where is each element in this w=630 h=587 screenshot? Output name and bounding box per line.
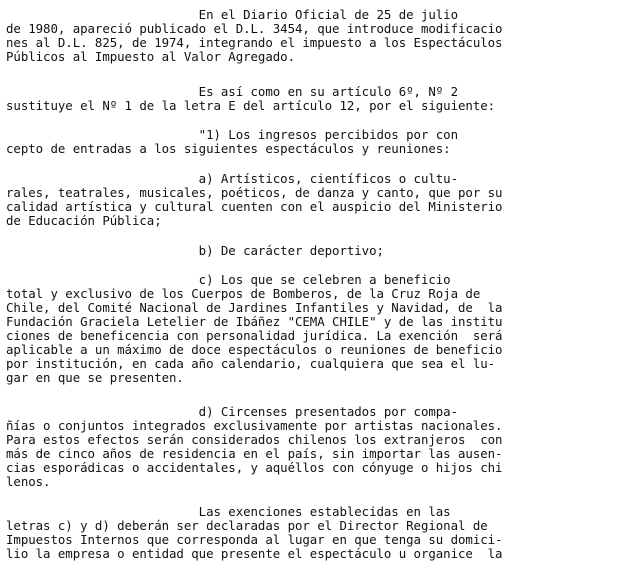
text-line: Públicos al Impuesto al Valor Agregado. bbox=[6, 49, 295, 64]
text-line: de 1980, apareció publicado el D.L. 3454, que introduce modificacio bbox=[6, 21, 503, 36]
text-line: sustituye el Nº 1 de la letra E del artículo 12, por el siguiente: bbox=[6, 98, 496, 113]
text-line: más de cinco años de residencia en el país, sin importar las ausen- bbox=[6, 446, 503, 461]
text-line: "1) Los ingresos percibidos por con bbox=[6, 127, 458, 142]
text-line: lenos. bbox=[6, 474, 51, 489]
text-line: nes al D.L. 825, de 1974, integrando el impuesto a los Espectáculos bbox=[6, 35, 503, 50]
text-line: rales, teatrales, musicales, poéticos, de danza y canto, que por su bbox=[6, 185, 503, 200]
text-line: c) Los que se celebren a beneficio bbox=[6, 272, 451, 287]
text-line: aplicable a un máximo de doce espectáculos o reuniones de beneficio bbox=[6, 342, 503, 357]
text-line: b) De carácter deportivo; bbox=[6, 243, 384, 258]
text-line: cias esporádicas o accidentales, y aquéllos con cónyuge o hijos chi bbox=[6, 460, 503, 475]
text-line: por institución, en cada año calendario, cualquiera que sea el lu- bbox=[6, 356, 496, 371]
text-line: gar en que se presenten. bbox=[6, 370, 184, 385]
text-line: En el Diario Oficial de 25 de julio bbox=[6, 7, 458, 22]
text-line: a) Artísticos, científicos o cultu- bbox=[6, 171, 458, 186]
text-line: Impuestos Internos que corresponda al lugar en que tenga su domici- bbox=[6, 532, 503, 547]
text-line: d) Circenses presentados por compa- bbox=[6, 404, 458, 419]
text-line: lio la empresa o entidad que presente el espectáculo u organice la bbox=[6, 546, 503, 561]
text-line: Para estos efectos serán considerados chilenos los extranjeros con bbox=[6, 432, 503, 447]
text-line: calidad artística y cultural cuenten con el auspicio del Ministerio bbox=[6, 199, 503, 214]
text-line: de Educación Pública; bbox=[6, 213, 162, 228]
text-line: Las exenciones establecidas en las bbox=[6, 504, 451, 519]
text-line: ñías o conjuntos integrados exclusivamente por artistas nacionales. bbox=[6, 418, 503, 433]
text-line: Fundación Graciela Letelier de Ibáñez "CEMA CHILE" y de las institu bbox=[6, 314, 503, 329]
text-line: Chile, del Comité Nacional de Jardines Infantiles y Navidad, de la bbox=[6, 300, 503, 315]
text-line: Es así como en su artículo 6º, Nº 2 bbox=[6, 84, 458, 99]
text-line: ciones de beneficencia con personalidad jurídica. La exención será bbox=[6, 328, 503, 343]
text-line: total y exclusivo de los Cuerpos de Bomberos, de la Cruz Roja de bbox=[6, 286, 481, 301]
text-line: cepto de entradas a los siguientes espectáculos y reuniones: bbox=[6, 141, 451, 156]
text-line: letras c) y d) deberán ser declaradas por el Director Regional de bbox=[6, 518, 488, 533]
